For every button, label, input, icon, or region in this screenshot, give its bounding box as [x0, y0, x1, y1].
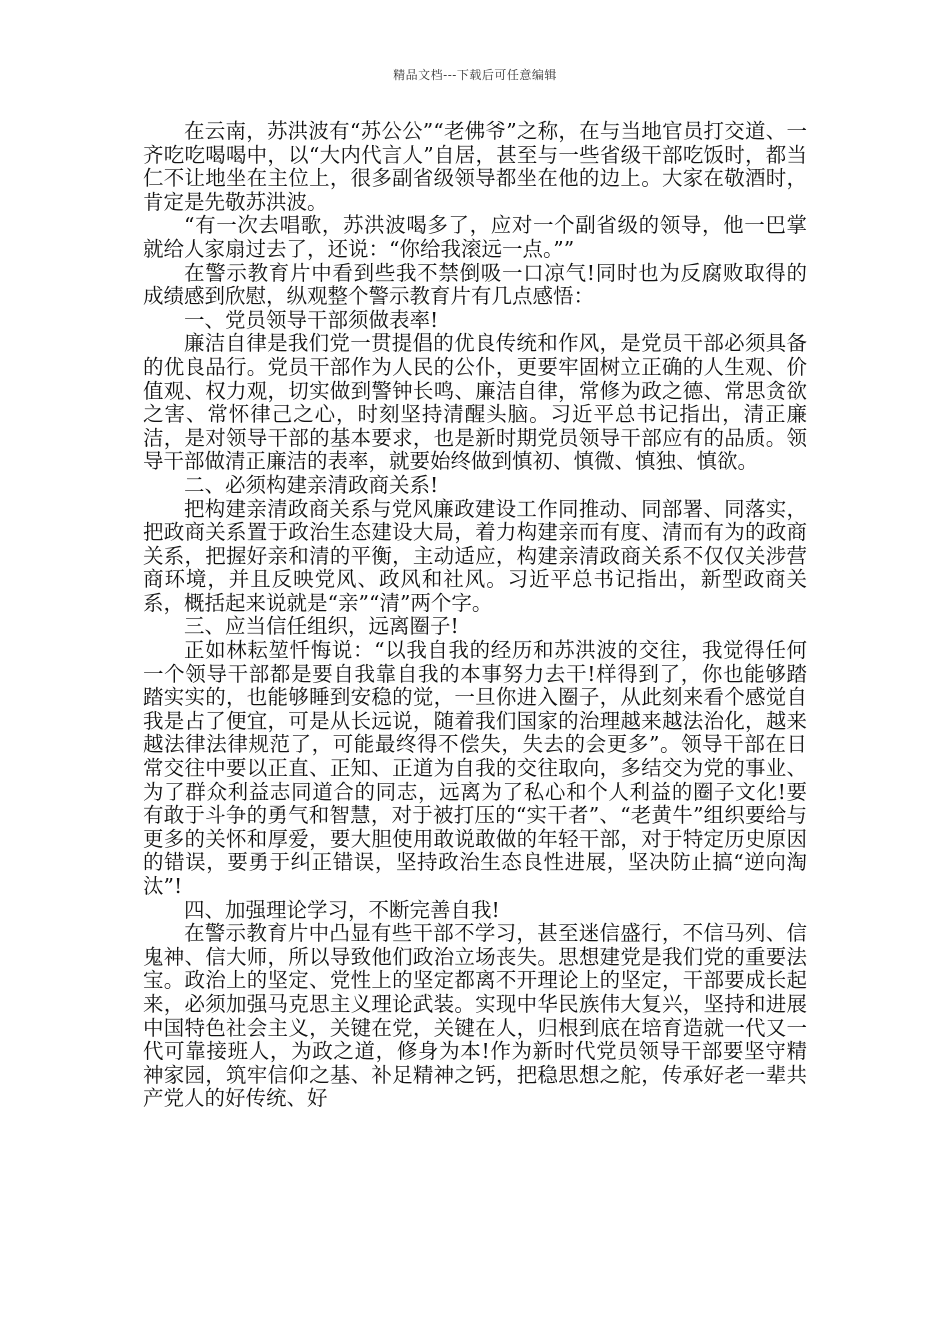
- paragraph-4: 廉洁自律是我们党一贯提倡的优良传统和作风，是党员干部必须具备的优良品行。党员干部作为人民的公仆，更要牢固树立正确的人生观、价值观、权力观，切实做到警钟长鸣、廉洁自律，常修为政之德、常思贪欲之害、常怀律己之心，时刻坚持清醒头脑。习近平总书记指出，清正廉洁，是对领导干部的基本要求，也是新时期党员领导干部应有的品质。领导干部做清正廉洁的表率，就要始终做到慎初、慎微、慎独、慎欲。: [143, 331, 807, 474]
- paragraph-7: 在警示教育片中凸显有些干部不学习，甚至迷信盛行，不信马列、信鬼神、信大师，所以导致他们政治立场丧失。思想建党是我们党的重要法宝。政治上的坚定、党性上的坚定都离不开理论上的坚定，干部要成长起来，必须加强马克思主义理论武装。实现中华民族伟大复兴，坚持和进展中国特色社会主义，关键在党，关键在人，归根到底在培育造就一代又一代可靠接班人，为政之道，修身为本!作为新时代党员领导干部要坚守精神家园，筑牢信仰之基、补足精神之钙，把稳思想之舵，传承好老一辈共产党人的好传统、好: [143, 921, 807, 1111]
- paragraph-2: “有一次去唱歌，苏洪波喝多了，应对一个副省级的领导，他一巴掌就给人家扇过去了，还说：“你给我滚远一点。””: [143, 213, 807, 261]
- section-heading-2: 二、必须构建亲清政商关系!: [184, 472, 439, 497]
- paragraph-1: 在云南，苏洪波有“苏公公”“老佛爷”之称，在与当地官员打交道、一齐吃吃喝喝中，以“大内代言人”自居，甚至与一些省级干部吃饭时，都当仁不让地坐在主位上，很多副省级领导都坐在他的边上。大家在敬酒时，肯定是先敬苏洪波。: [143, 119, 807, 214]
- paragraph-6: 正如林耘堃忏悔说：“以我自我的经历和苏洪波的交往，我觉得任何一个领导干部都是要自我靠自我的本事努力去干!样得到了，你也能够踏踏实实的，也能够睡到安稳的觉，一旦你进入圈子，从此刻来看个感觉自我是占了便宜，可是从长远说，随着我们国家的治理越来越法治化，越来越法律法律规范了，可能最终得不偿失，失去的会更多”。领导干部在日常交往中要以正直、正知、正道为自我的交往取向，多结交为党的事业、为了群众利益志同道合的同志，远离为了私心和个人利益的圈子文化!要有敢于斗争的勇气和智慧，对于被打压的“实干者”、“老黄牛”组织要给与更多的关怀和厚爱，要大胆使用敢说敢做的年轻干部，对于特定历史原因的错误，要勇于纠正错误，坚持政治生态良性进展，坚决防止搞“逆向淘汰”!: [143, 638, 807, 898]
- paragraph-5: 把构建亲清政商关系与党风廉政建设工作同推动、同部署、同落实，把政商关系置于政治生态建设大局，着力构建亲而有度、清而有为的政商关系，把握好亲和清的平衡，主动适应，构建亲清政商关系不仅仅关涉营商环境，并且反映党风、政风和社风。习近平总书记指出，新型政商关系，概括起来说就是“亲”“清”两个字。: [143, 496, 807, 615]
- paragraph-3: 在警示教育片中看到些我不禁倒吸一口凉气!同时也为反腐败取得的成绩感到欣慰，纵观整个警示教育片有几点感悟：: [143, 260, 807, 309]
- page-header: 精品文档---下载后可任意编辑: [393, 68, 557, 82]
- document-body: [143, 120, 807, 1111]
- section-heading-3: 三、应当信任组织，远离圈子!: [184, 614, 459, 639]
- section-heading-4: 四、加强理论学习，不断完善自我!: [184, 897, 500, 922]
- section-heading-1: 一、党员领导干部须做表率!: [184, 307, 439, 332]
